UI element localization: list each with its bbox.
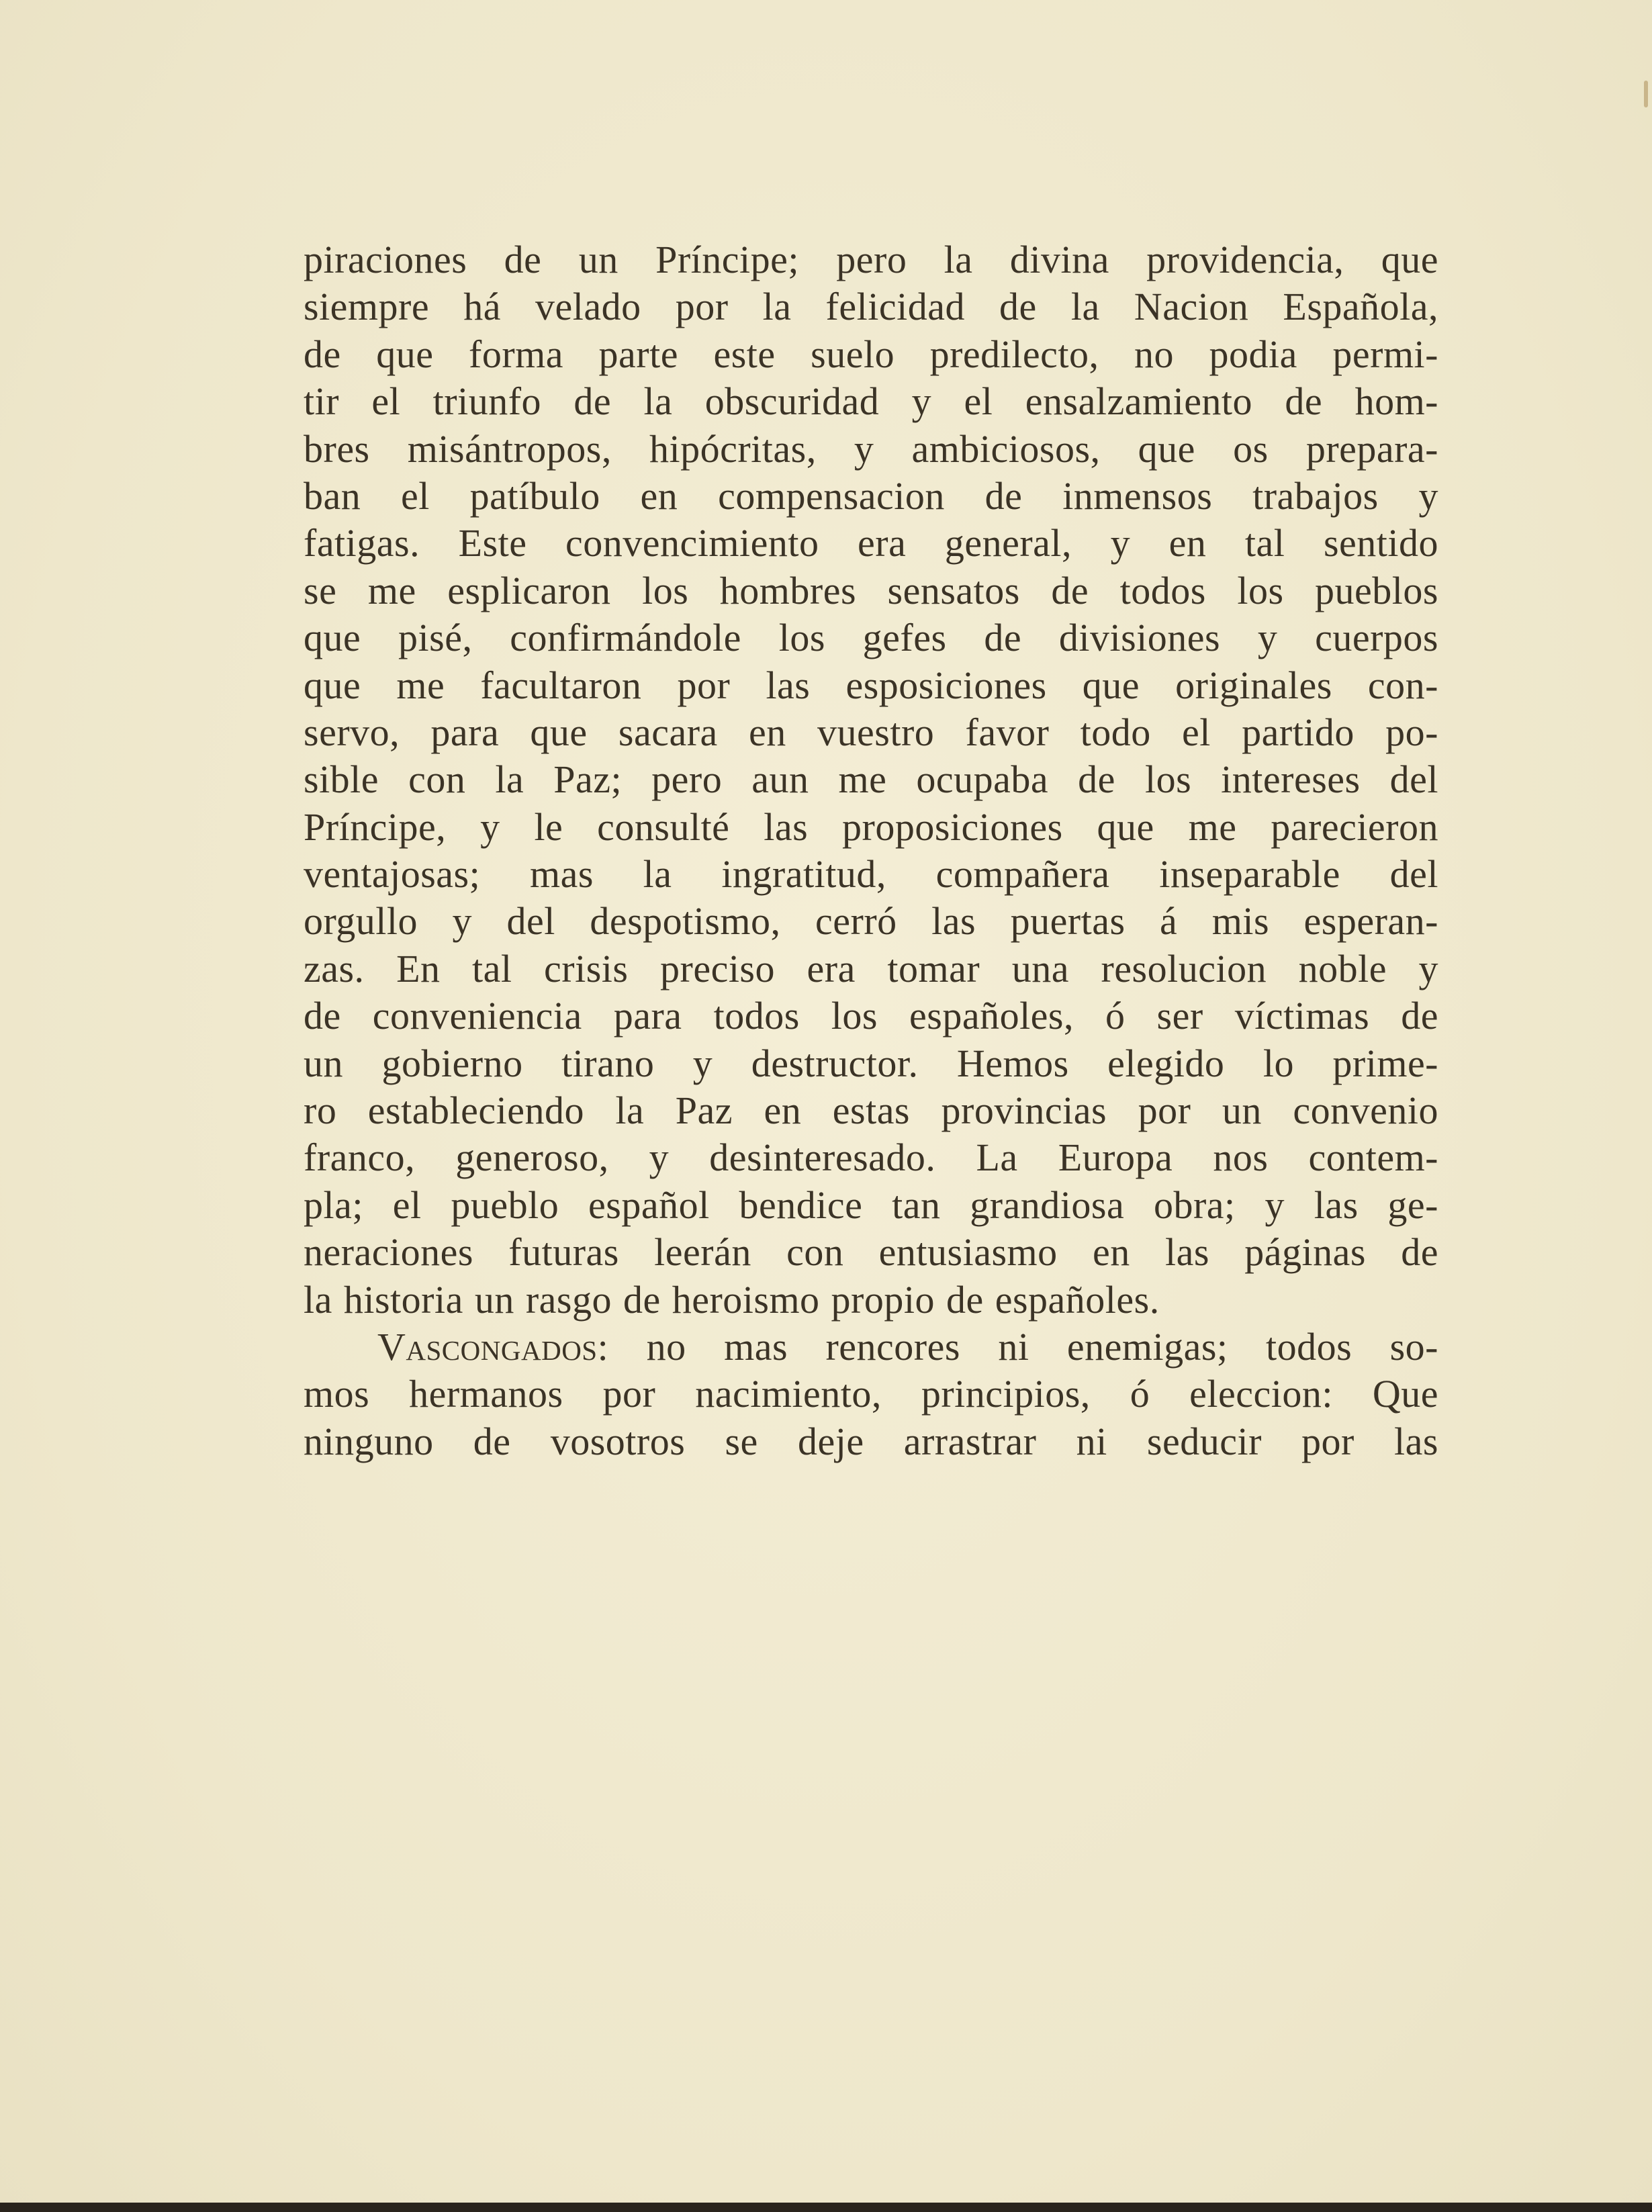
text-line: un gobierno tirano y destructor. Hemos elegido lo prime- <box>304 1041 1438 1085</box>
text-line: que pisé, confirmándole los gefes de divisiones y cuerpos <box>304 616 1438 660</box>
text-line: ventajosas; mas la ingratitud, compañera inseparable del <box>304 852 1438 896</box>
text-line: zas. En tal crisis preciso era tomar una resolucion noble y <box>304 946 1438 990</box>
text-line: franco, generoso, y desinteresado. La Europa nos contem- <box>304 1136 1438 1180</box>
text-line: tir el triunfo de la obscuridad y el ensalzamiento de hom- <box>304 379 1438 424</box>
small-caps-address: Vascongados: <box>377 1324 609 1369</box>
text-line: siempre há velado por la felicidad de la Nacion Española, <box>304 285 1438 329</box>
text-line: pla; el pueblo español bendice tan grandiosa obra; y las ge- <box>304 1183 1438 1227</box>
text-line: de que forma parte este suelo predilecto, no podia permi- <box>304 332 1438 376</box>
page-body-text <box>304 236 1438 1465</box>
text-line: que me facultaron por las esposiciones que originales con- <box>304 663 1438 707</box>
text-line: servo, para que sacara en vuestro favor todo el partido po- <box>304 710 1438 754</box>
text-line: se me esplicaron los hombres sensatos de todos los pueblos <box>304 568 1438 612</box>
text-line: orgullo y del despotismo, cerró las puertas á mis esperan- <box>304 899 1438 943</box>
page-edge-mark <box>1644 81 1648 107</box>
paragraph-end-line: la historia un rasgo de heroismo propio de españoles. <box>304 1277 1160 1322</box>
text-line: de conveniencia para todos los españoles, ó ser víctimas de <box>304 994 1438 1038</box>
paragraph-start-line <box>304 1324 1438 1371</box>
scan-bottom-edge <box>0 2203 1652 2212</box>
text-line: sible con la Paz; pero aun me ocupaba de los intereses del <box>304 757 1438 802</box>
text-line: neraciones futuras leerán con entusiasmo en las páginas de <box>304 1230 1438 1275</box>
text-line: ban el patíbulo en compensacion de inmensos trabajos y <box>304 473 1438 518</box>
text-line: mos hermanos por nacimiento, principios, ó eleccion: Que <box>304 1372 1438 1416</box>
text-line: ninguno de vosotros se deje arrastrar ni seducir por las <box>304 1419 1438 1463</box>
text-line: fatigas. Este convencimiento era general, y en tal sentido <box>304 521 1438 565</box>
text-line: piraciones de un Príncipe; pero la divina providencia, que <box>304 238 1438 281</box>
text-line: bres misántropos, hipócritas, y ambiciosos, que os prepara- <box>304 426 1438 471</box>
line-rest: no mas rencores ni enemigas; todos so- <box>608 1324 1438 1369</box>
text-line: Príncipe, y le consulté las proposiciones que me parecieron <box>304 804 1438 849</box>
text-line: ro estableciendo la Paz en estas provincias por un convenio <box>304 1089 1438 1133</box>
